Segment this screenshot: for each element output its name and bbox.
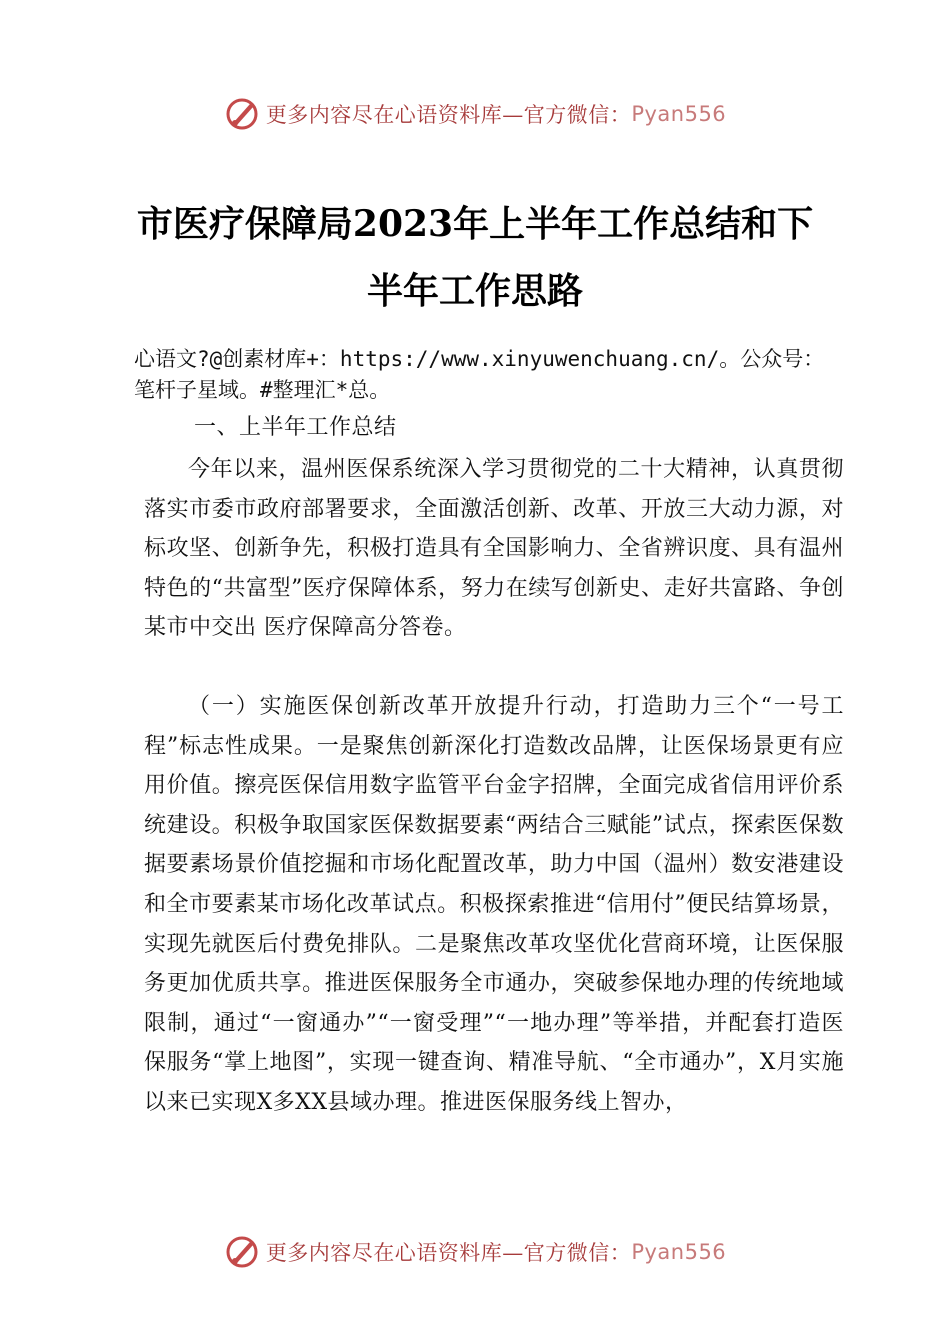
banner-wechat-id: Pyan556 [631,102,727,126]
header-banner [0,94,950,134]
pen-logo-icon [224,96,260,132]
source-note: 心语文?@创素材库+：https://www.xinyuwenchuang.cn/。公众号：笔杆子星域。#整理汇*总。 [134,347,825,402]
pen-logo-icon [224,1234,260,1270]
document-title-line1: 市医疗保障局2023年上半年工作总结和下 [136,203,814,245]
banner-text: 更多内容尽在心语资料库—官方微信： [265,1241,632,1265]
banner-wechat-id: Pyan556 [631,1240,727,1264]
paragraph: （一）实施医保创新改革开放提升行动，打造助力三个“一号工程”标志性成果。一是聚焦创新深化打造数改品牌，让医保场景更有应用价值。擦亮医保信用数字监管平台金字招牌，全面完成省信用评价系统建设。积极争取国家医保数据要素“两结合三赋能”试点，探索医保数据要素场景价值挖掘和市场化配置改革，助力中国（温州）数安港建设和全市要素某市场化改革试点。积极探索推进“信用付”便民结算场景，实现先就医后付费免排队。二是聚焦改革攻坚优化营商环境，让医保服务更加优质共享。推进医保服务全市通办，突破参保地办理的传统地域限制，通过“一窗通办”“一窗受理”“一地办理”等举措，并配套打造医保服务“掌上地图”，实现一键查询、精准导航、“全市通办”，X月实施以来已实现X多XX县域办理。推进医保服务线上智办， [144,694,844,1115]
paragraph: 今年以来，温州医保系统深入学习贯彻党的二十大精神，认真贯彻落实市委市政府部署要求，全面激活创新、改革、开放三大动力源，对标攻坚、创新争先，积极打造具有全国影响力、全省辨识度、具有温州特色的“共富型”医疗保障体系，努力在续写创新史、走好共富路、争创某市中交出 医疗保障高分答卷。 [144,457,844,641]
banner-text: 更多内容尽在心语资料库—官方微信： [265,103,632,127]
section-heading: 一、上半年工作总结 [194,415,397,440]
document-title-line2: 半年工作思路 [366,270,583,312]
footer-banner [0,1232,950,1272]
